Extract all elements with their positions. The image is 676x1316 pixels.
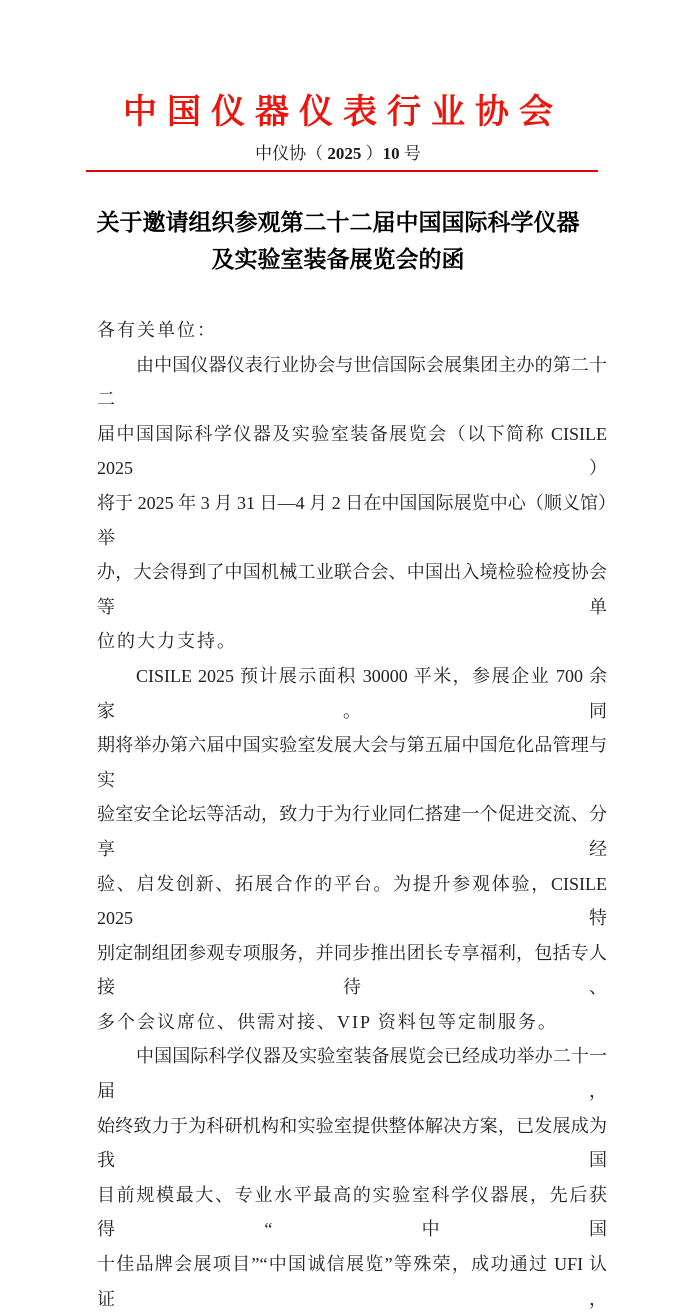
body-line: 中国国际科学仪器及实验室装备展览会已经成功举办二十一届， [97,1046,607,1102]
document-number-serial: 10 [382,144,400,163]
document-title-line1: 关于邀请组织参观第二十二届中国国际科学仪器 [96,210,580,235]
document-title [0,204,676,278]
document-number-prefix: 中仪协（ [255,144,328,163]
body-line: 办，大会得到了中国机械工业联合会、中国出入境检验检疫协会等单 [97,562,607,617]
document-body [97,313,607,1316]
body-line: 始终致力于为科研机构和实验室提供整体解决方案，已发展成为我国 [97,1115,607,1171]
body-line: 各有关单位： [97,320,217,340]
body-line: 目前规模最大、专业水平最高的实验室科学仪器展，先后获得“中国 [97,1184,607,1240]
body-line: 十佳品牌会展项目”“中国诚信展览”等殊荣，成功通过 UFI 认证， [97,1254,607,1309]
body-line: 将于 2025 年 3 月 31 日—4 月 2 日在中国国际展览中心（顺义馆）举 [97,492,607,548]
body-line: CISILE 2025 预计展示面积 30000 平米，参展企业 700 余家。同 [97,665,607,721]
body-line: 位的大力支持。 [97,631,237,652]
body-line: 届中国国际科学仪器及实验室装备展览会（以下简称 CISILE 2025） [97,423,607,479]
header-divider-rule [86,170,598,172]
document-number-year: 2025 [327,144,362,163]
body-line: 期将举办第六届中国实验室发展大会与第五届中国危化品管理与实 [97,735,607,790]
body-line: 验室安全论坛等活动，致力于为行业同仁搭建一个促进交流、分享经 [97,804,607,859]
document-title-line2: 及实验室装备展览会的函 [211,247,465,272]
organization-name: 中国仪器仪表行业协会 [123,94,563,131]
body-line: 多个会议席位、供需对接、VIP 资料包等定制服务。 [97,1011,558,1032]
body-line: 由中国仪器仪表行业协会与世信国际会展集团主办的第二十二 [97,354,607,410]
document-number-close: ） [361,144,383,163]
document-number [0,139,676,164]
body-line: 别定制组团参观专项服务，并同步推出团长专享福利，包括专人接待、 [97,942,607,998]
body-line: 验、启发创新、拓展合作的平台。为提升参观体验，CISILE 2025 特 [97,873,607,929]
document-number-suffix: 号 [399,144,421,163]
